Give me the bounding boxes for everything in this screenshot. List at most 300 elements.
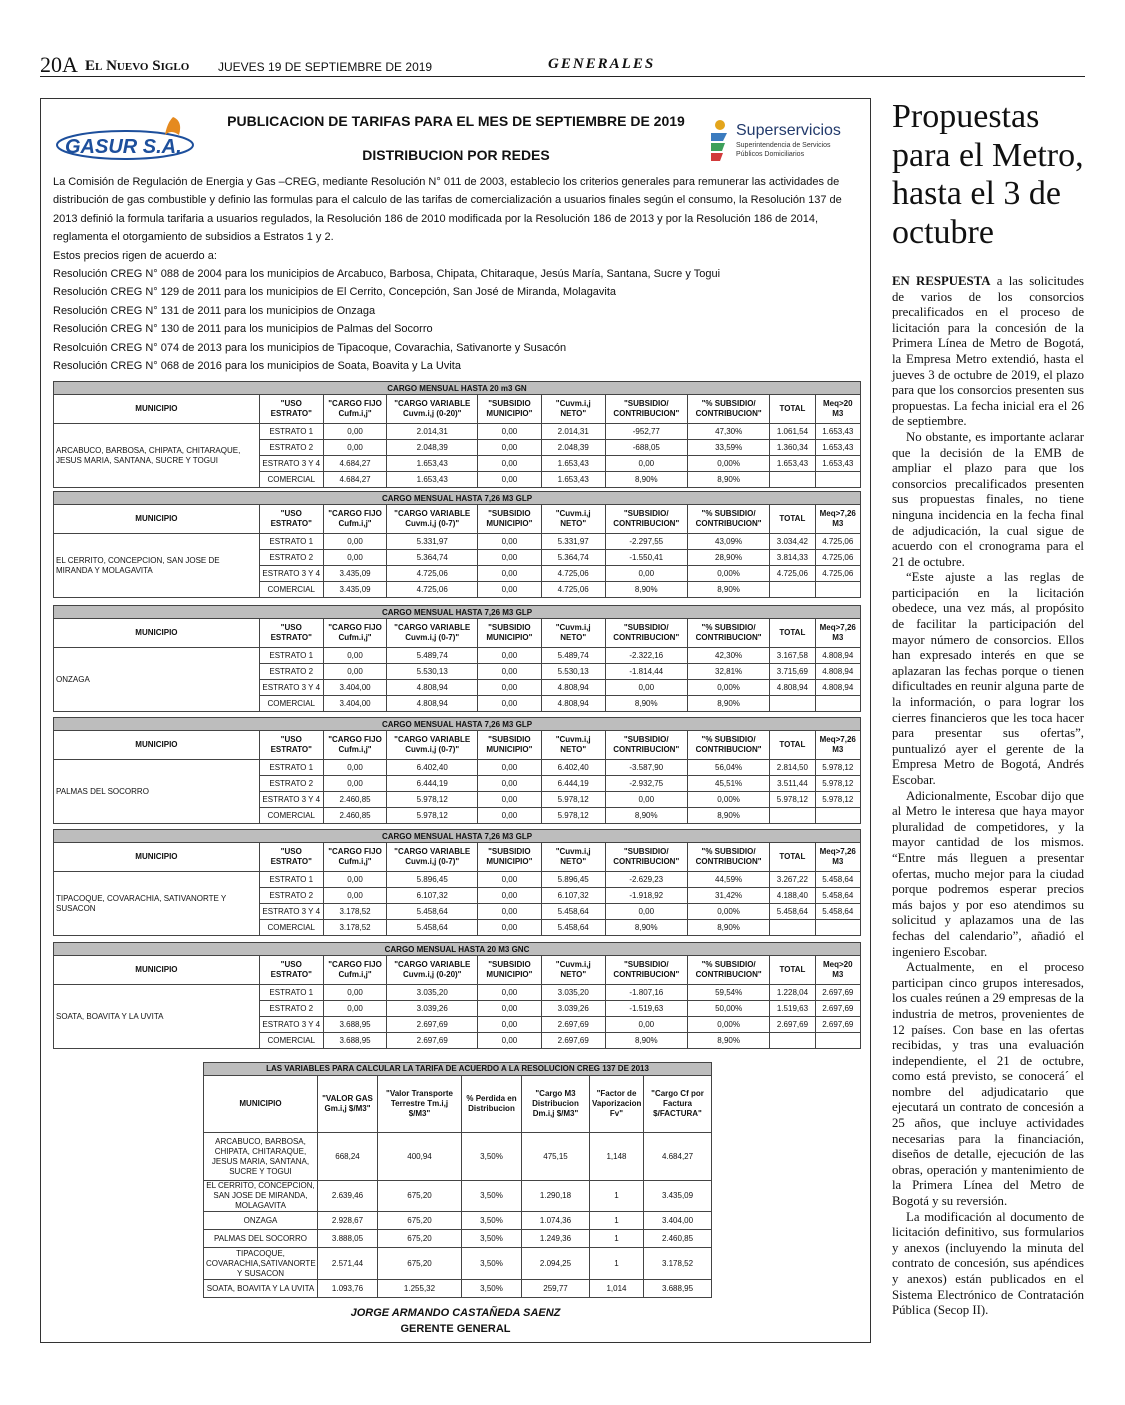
column-header: "CARGO VARIABLE Cuvm.i,j (0-20)"	[387, 956, 478, 985]
table-cell: 4.725,06	[770, 566, 815, 582]
table-cell: 0,00	[323, 985, 387, 1001]
table-cell: 2.697,69	[815, 1017, 860, 1033]
table-cell: 2.571,44	[318, 1248, 378, 1280]
column-header: "CARGO VARIABLE Cuvm.i,j (0-7)"	[387, 619, 478, 648]
table-cell: -1.807,16	[605, 985, 687, 1001]
table-cell: 3.688,95	[323, 1033, 387, 1049]
table-cell: 56,04%	[687, 760, 769, 776]
column-header: Meq>20 M3	[815, 956, 860, 985]
table-cell: -2.297,55	[605, 534, 687, 550]
municipio-cell: TIPACOQUE, COVARACHIA,SATIVANORTE Y SUSACON	[204, 1248, 318, 1280]
column-header: TOTAL	[770, 395, 815, 424]
table-cell: 0,00	[478, 985, 542, 1001]
table-cell: 259,77	[522, 1280, 590, 1298]
table-caption: CARGO MENSUAL HASTA 20 M3 GNC	[54, 943, 861, 956]
news-article	[892, 98, 1084, 1319]
article-paragraph: “Este ajuste a las reglas de participación en la licitación obedece, una vez más, al propósito de facilitar la participación del mayor número de consorcios. Ellos han expresado interés en que se aplazaran las fechas porque o tienen dificultades en reunir alguna parte de la información, o para lograr los cierres financieros que les toca hacer para presentar sus ofertas”, puntualizó ayer el gerente de la Empresa Metro de Bogotá, Andrés Escobar.	[892, 570, 1084, 787]
table-cell	[770, 920, 815, 936]
table-cell: 6.444,19	[387, 776, 478, 792]
table-cell: 0,00%	[687, 566, 769, 582]
table-cell: 668,24	[318, 1133, 378, 1181]
table-cell: 400,94	[378, 1133, 462, 1181]
table-cell: 3.404,00	[644, 1212, 712, 1230]
table-cell: 3.404,00	[323, 680, 387, 696]
table-cell: 5.978,12	[815, 760, 860, 776]
table-cell: 2.697,69	[815, 1001, 860, 1017]
table-cell: 3.888,05	[318, 1230, 378, 1248]
table-cell: 33,59%	[687, 440, 769, 456]
column-header: MUNICIPIO	[54, 505, 260, 534]
column-header: "% SUBSIDIO/ CONTRIBUCION"	[687, 505, 769, 534]
table-cell: 675,20	[378, 1230, 462, 1248]
table-cell: ESTRATO 3 Y 4	[259, 1017, 323, 1033]
column-header: "% SUBSIDIO/ CONTRIBUCION"	[687, 395, 769, 424]
table-cell: ESTRATO 2	[259, 664, 323, 680]
column-header: "SUBSIDIO MUNICIPIO"	[477, 505, 541, 534]
table-cell: -1.814,44	[605, 664, 687, 680]
table-cell: 0,00	[323, 1001, 387, 1017]
table-cell: 0,00	[323, 534, 387, 550]
table-cell: COMERCIAL	[259, 920, 323, 936]
table-cell: 1.249,36	[522, 1230, 590, 1248]
table-cell: 4.808,94	[541, 696, 605, 712]
table-cell: ESTRATO 1	[259, 534, 323, 550]
table-cell: 8,90%	[605, 582, 687, 598]
article-paragraph: No obstante, es importante aclarar que la decisión de la EMB de ampliar el plazo para que los consorcios precalificados presenten sus propuestas finales, no tiene ninguna incidencia en la fecha final de adjudicación, la cual sigue de acuerdo con el cronograma para el 21 de octubre.	[892, 429, 1084, 569]
table-cell: 4.725,06	[815, 566, 860, 582]
table-cell: 0,00	[478, 456, 542, 472]
table-cell: 5.530,13	[541, 664, 605, 680]
table-cell: 6.107,32	[387, 888, 478, 904]
table-cell: 1,148	[590, 1133, 644, 1181]
table-cell: 2.014,31	[541, 424, 605, 440]
table-cell: 0,00	[478, 424, 542, 440]
resolution-line: Resolcuión CREG N° 074 de 2013 para los municipios de Tipacoque, Covarachia, Sativanorte y Susacón	[53, 341, 567, 354]
column-header: "CARGO FIJO Cufm.i,j"	[323, 505, 387, 534]
municipio-cell: SOATA, BOAVITA Y LA UVITA	[204, 1280, 318, 1298]
resolution-line: Resolución CREG N° 130 de 2011 para los municipios de Palmas del Socorro	[53, 323, 433, 336]
table-cell: 0,00	[477, 808, 541, 824]
table-cell: 1.653,43	[541, 472, 605, 488]
table-caption: CARGO MENSUAL HASTA 7,26 M3 GLP	[54, 492, 861, 505]
table-cell: 8,90%	[605, 808, 687, 824]
column-header: "Cuvm.i,j NETO"	[541, 505, 605, 534]
table-cell: -2.629,23	[605, 872, 687, 888]
municipio-cell: SOATA, BOAVITA Y LA UVITA	[54, 985, 260, 1049]
table-cell	[815, 808, 860, 824]
column-header: "CARGO FIJO Cufm.i,j"	[323, 731, 387, 760]
table-caption: CARGO MENSUAL HASTA 7,26 M3 GLP	[54, 606, 861, 619]
column-header: "SUBSIDIO/ CONTRIBUCION"	[605, 843, 687, 872]
table-cell: 3.688,95	[323, 1017, 387, 1033]
table-cell: 3.039,26	[541, 1001, 605, 1017]
table-cell: 1.653,43	[387, 472, 478, 488]
column-header: Meq>7,26 M3	[815, 843, 860, 872]
column-header: TOTAL	[770, 956, 815, 985]
intro-block	[53, 173, 861, 375]
table-cell: 2.697,69	[387, 1017, 478, 1033]
table-cell: 2.697,69	[541, 1017, 605, 1033]
table-cell: 4.684,27	[323, 472, 387, 488]
table-cell: 5.530,13	[387, 664, 478, 680]
table-cell: 0,00	[477, 888, 541, 904]
tariff-table	[53, 717, 861, 824]
table-cell: 8,90%	[605, 472, 687, 488]
table-cell: 3.178,52	[644, 1248, 712, 1280]
column-header: "CARGO VARIABLE Cuvm.i,j (0-20)"	[387, 395, 478, 424]
page-number: 20A	[40, 52, 78, 77]
column-header: "CARGO VARIABLE Cuvm.i,j (0-7)"	[387, 731, 478, 760]
table-cell: 2.048,39	[387, 440, 478, 456]
column-header: Meq>7,26 M3	[815, 619, 860, 648]
table-cell: ESTRATO 3 Y 4	[259, 904, 323, 920]
table-cell: 5.489,74	[541, 648, 605, 664]
table-cell	[815, 1033, 860, 1049]
table-cell: 8,90%	[687, 920, 769, 936]
table-cell: 0,00	[323, 550, 387, 566]
table-cell	[770, 582, 815, 598]
table-cell: 1.255,32	[378, 1280, 462, 1298]
table-cell: 3.404,00	[323, 696, 387, 712]
table-cell: 1.074,36	[522, 1212, 590, 1230]
table-cell: 5.364,74	[541, 550, 605, 566]
table-cell: ESTRATO 3 Y 4	[259, 792, 323, 808]
table-cell: 4.684,27	[323, 456, 387, 472]
table-cell: COMERCIAL	[259, 808, 323, 824]
table-cell: -1.519,63	[605, 1001, 687, 1017]
column-header: "Factor de Vaporizacion Fv"	[590, 1076, 644, 1133]
table-cell: 1.653,43	[541, 456, 605, 472]
table-cell: 3,50%	[462, 1280, 522, 1298]
table-cell: 1.519,63	[770, 1001, 815, 1017]
table-cell: 0,00	[478, 1001, 542, 1017]
table-cell: 0,00%	[687, 456, 769, 472]
table-cell: 1	[590, 1212, 644, 1230]
table-cell: 1.290,18	[522, 1181, 590, 1212]
table-cell: 0,00	[477, 904, 541, 920]
tariff-advertisement	[40, 98, 871, 1343]
table-cell: 0,00	[323, 648, 387, 664]
table-cell: 1	[590, 1181, 644, 1212]
column-header: "USO ESTRATO"	[259, 843, 323, 872]
superservicios-logo	[706, 111, 866, 163]
table-cell: 0,00	[477, 582, 541, 598]
variables-table	[203, 1062, 712, 1298]
table-row	[204, 1248, 712, 1280]
table-cell: 0,00	[605, 456, 687, 472]
table-cell: 0,00	[477, 664, 541, 680]
column-header: % Perdida en Distribucion	[462, 1076, 522, 1133]
municipio-cell: PALMAS DEL SOCORRO	[54, 760, 260, 824]
superservicios-name: Superservicios	[736, 122, 841, 139]
table-cell: 3,50%	[462, 1248, 522, 1280]
table-cell: ESTRATO 2	[259, 1001, 323, 1017]
table-cell: 2.639,46	[318, 1181, 378, 1212]
table-cell: 4.725,06	[815, 550, 860, 566]
column-header: "Cuvm.i,j NETO"	[541, 395, 605, 424]
page-header	[40, 52, 1085, 77]
table-cell: ESTRATO 1	[259, 648, 323, 664]
article-lead: EN RESPUESTA	[892, 274, 991, 288]
column-header: "% SUBSIDIO/ CONTRIBUCION"	[687, 956, 769, 985]
table-cell: 3.178,52	[323, 904, 387, 920]
tariff-table	[53, 942, 861, 1049]
table-cell: 2.697,69	[387, 1033, 478, 1049]
table-cell: 5.978,12	[770, 792, 815, 808]
table-cell: 0,00	[477, 696, 541, 712]
table-cell: 0,00	[323, 872, 387, 888]
table-cell: 0,00	[323, 776, 387, 792]
table-cell: 0,00	[477, 550, 541, 566]
table-cell: 0,00	[605, 1017, 687, 1033]
table-cell: 2.094,25	[522, 1248, 590, 1280]
ad-subtitle: DISTRIBUCION POR REDES	[362, 147, 550, 163]
municipio-cell: ARCABUCO, BARBOSA, CHIPATA, CHITARAQUE, JESUS MARIA, SANTANA, SUCRE Y TOGUI	[54, 424, 260, 488]
table-cell: 4.808,94	[815, 680, 860, 696]
table-cell: 0,00	[477, 872, 541, 888]
table-cell: 8,90%	[687, 472, 769, 488]
table-cell: 4.808,94	[541, 680, 605, 696]
column-header: "SUBSIDIO/ CONTRIBUCION"	[605, 619, 687, 648]
column-header: "Valor Transporte Terrestre Tm.i,j $/M3"	[378, 1076, 462, 1133]
table-cell: 675,20	[378, 1181, 462, 1212]
table-cell: 1.653,43	[815, 456, 860, 472]
table-cell: 1	[590, 1248, 644, 1280]
table-cell: 4.725,06	[387, 582, 478, 598]
table-cell: 47,30%	[687, 424, 769, 440]
table-row	[54, 648, 861, 664]
table-cell: 3.267,22	[770, 872, 815, 888]
table-cell: 4.684,27	[644, 1133, 712, 1181]
column-header: "CARGO VARIABLE Cuvm.i,j (0-7)"	[387, 843, 478, 872]
table-caption: CARGO MENSUAL HASTA 7,26 M3 GLP	[54, 718, 861, 731]
table-cell: 5.896,45	[541, 872, 605, 888]
table-cell	[815, 696, 860, 712]
table-cell: 6.107,32	[541, 888, 605, 904]
column-header: "CARGO FIJO Cufm.i,j"	[323, 395, 387, 424]
column-header: "CARGO FIJO Cufm.i,j"	[323, 956, 387, 985]
table-cell: 2.460,85	[323, 792, 387, 808]
table-cell: 0,00	[605, 566, 687, 582]
table-cell: 0,00%	[687, 904, 769, 920]
variables-caption: LAS VARIABLES PARA CALCULAR LA TARIFA DE ACUERDO A LA RESOLUCION CREG 137 DE 2013	[204, 1063, 712, 1076]
table-cell: 5.458,64	[541, 920, 605, 936]
table-cell: 2.814,50	[770, 760, 815, 776]
column-header: MUNICIPIO	[54, 843, 260, 872]
table-cell: 3.715,69	[770, 664, 815, 680]
column-header: "SUBSIDIO/ CONTRIBUCION"	[605, 731, 687, 760]
table-cell: -688,05	[605, 440, 687, 456]
table-row	[204, 1280, 712, 1298]
article-paragraph: La modificación al documento de licitación definitivo, sus formularios y anexos (incluyendo la minuta del contrato de concesión, sus apéndices y anexos) están publicados en el Sistema Electrónico de Contratación Pública (Secop II).	[892, 1209, 1084, 1318]
table-cell: 0,00	[605, 680, 687, 696]
column-header: "SUBSIDIO MUNICIPIO"	[477, 843, 541, 872]
column-header: MUNICIPIO	[54, 956, 260, 985]
table-cell: 0,00	[323, 664, 387, 680]
table-cell: 0,00	[478, 472, 542, 488]
table-cell: 43,09%	[687, 534, 769, 550]
table-cell: ESTRATO 3 Y 4	[259, 456, 323, 472]
table-cell: 5.458,64	[815, 904, 860, 920]
column-header: "USO ESTRATO"	[259, 956, 323, 985]
table-cell: 4.725,06	[541, 566, 605, 582]
column-header: TOTAL	[770, 505, 815, 534]
table-cell: 2.460,85	[323, 808, 387, 824]
table-cell: 0,00%	[687, 1017, 769, 1033]
table-cell: 2.697,69	[541, 1033, 605, 1049]
table-cell: 2.697,69	[815, 985, 860, 1001]
table-cell: 0,00	[323, 888, 387, 904]
table-row	[204, 1212, 712, 1230]
table-cell: 3,50%	[462, 1212, 522, 1230]
table-cell: 5.458,64	[387, 920, 478, 936]
table-cell: 28,90%	[687, 550, 769, 566]
table-cell: 45,51%	[687, 776, 769, 792]
table-cell: 0,00	[478, 1033, 542, 1049]
table-row	[54, 760, 861, 776]
column-header: Meq>20 M3	[815, 395, 860, 424]
table-cell: 3.435,09	[644, 1181, 712, 1212]
table-cell: 0,00	[477, 792, 541, 808]
table-cell: 0,00%	[687, 792, 769, 808]
signature-title: GERENTE GENERAL	[400, 1323, 511, 1335]
superservicios-sub1: Superintendencia de Servicios	[736, 142, 831, 149]
table-cell: 3,50%	[462, 1133, 522, 1181]
table-cell: 4.808,94	[815, 648, 860, 664]
table-cell: 5.978,12	[387, 808, 478, 824]
table-cell: 475,15	[522, 1133, 590, 1181]
table-cell: 1	[590, 1230, 644, 1248]
table-cell: 3,50%	[462, 1181, 522, 1212]
table-cell: 0,00	[605, 792, 687, 808]
column-header: MUNICIPIO	[54, 619, 260, 648]
table-cell	[815, 582, 860, 598]
table-cell: ESTRATO 2	[259, 550, 323, 566]
table-cell	[770, 472, 815, 488]
table-cell: 0,00%	[687, 680, 769, 696]
column-header: MUNICIPIO	[54, 395, 260, 424]
municipio-cell: PALMAS DEL SOCORRO	[204, 1230, 318, 1248]
table-cell: 4.808,94	[387, 696, 478, 712]
table-cell: 6.402,40	[387, 760, 478, 776]
column-header: "SUBSIDIO MUNICIPIO"	[478, 395, 542, 424]
column-header: "Cuvm.i,j NETO"	[541, 843, 605, 872]
column-header: "SUBSIDIO MUNICIPIO"	[477, 731, 541, 760]
column-header: TOTAL	[770, 731, 815, 760]
column-header: "USO ESTRATO"	[259, 619, 323, 648]
table-cell: 0,00	[477, 760, 541, 776]
section-title: GENERALES	[548, 56, 656, 72]
column-header: MUNICIPIO	[204, 1076, 318, 1133]
table-cell: 4.725,06	[815, 534, 860, 550]
table-cell: 4.808,94	[387, 680, 478, 696]
table-cell	[815, 472, 860, 488]
table-cell: COMERCIAL	[259, 1033, 323, 1049]
table-cell: 3.035,20	[387, 985, 478, 1001]
table-cell: 1,014	[590, 1280, 644, 1298]
table-cell: 5.331,97	[541, 534, 605, 550]
table-cell: 2.928,67	[318, 1212, 378, 1230]
column-header: "Cuvm.i,j NETO"	[541, 956, 605, 985]
table-cell: ESTRATO 1	[259, 760, 323, 776]
table-cell: ESTRATO 2	[259, 888, 323, 904]
table-cell: 5.489,74	[387, 648, 478, 664]
table-cell: 5.458,64	[815, 872, 860, 888]
table-cell: 3.035,20	[541, 985, 605, 1001]
table-cell: COMERCIAL	[259, 472, 323, 488]
table-cell: ESTRATO 1	[259, 872, 323, 888]
table-cell: 8,90%	[605, 696, 687, 712]
table-cell: 8,90%	[687, 696, 769, 712]
table-cell: 1.653,43	[815, 440, 860, 456]
column-header: "VALOR GAS Gm.i,j $/M3"	[318, 1076, 378, 1133]
table-cell: 59,54%	[687, 985, 769, 1001]
table-cell: 3.178,52	[323, 920, 387, 936]
table-cell: 675,20	[378, 1212, 462, 1230]
table-cell: 0,00	[477, 920, 541, 936]
article-headline: Propuestas para el Metro, hasta el 3 de octubre	[892, 98, 1084, 251]
table-cell: 5.331,97	[387, 534, 478, 550]
resolution-line: Resolución CREG N° 129 de 2011 para los municipios de El Cerrito, Concepción, San José de Miranda, Molagavita	[53, 286, 617, 299]
table-cell: 50,00%	[687, 1001, 769, 1017]
table-cell: 5.458,64	[541, 904, 605, 920]
table-cell: 0,00	[477, 566, 541, 582]
tariff-table	[53, 381, 861, 488]
table-caption: CARGO MENSUAL HASTA 20 m3 GN	[54, 382, 861, 395]
table-cell: ESTRATO 3 Y 4	[259, 680, 323, 696]
table-row	[54, 534, 861, 550]
table-cell	[815, 920, 860, 936]
gasur-logo-text: GASUR S.A.	[65, 136, 182, 158]
table-row	[54, 872, 861, 888]
table-cell: 1.093,76	[318, 1280, 378, 1298]
resolution-line: Resolución CREG N° 131 de 2011 para los municipios de Onzaga	[53, 304, 376, 317]
column-header: "Cuvm.i,j NETO"	[541, 619, 605, 648]
column-header: "SUBSIDIO/ CONTRIBUCION"	[605, 956, 687, 985]
table-cell: 5.978,12	[387, 792, 478, 808]
table-cell: 5.896,45	[387, 872, 478, 888]
table-cell: -1.550,41	[605, 550, 687, 566]
column-header: "USO ESTRATO"	[259, 395, 323, 424]
table-cell: 0,00	[477, 534, 541, 550]
newspaper-name: El Nuevo Siglo	[85, 58, 190, 74]
table-cell: 3.034,42	[770, 534, 815, 550]
table-cell: 1.360,34	[770, 440, 815, 456]
table-cell: 8,90%	[687, 582, 769, 598]
column-header: "SUBSIDIO MUNICIPIO"	[477, 619, 541, 648]
table-cell: 3.511,44	[770, 776, 815, 792]
table-cell: 5.458,64	[815, 888, 860, 904]
table-cell: ESTRATO 1	[259, 424, 323, 440]
column-header: Meq>7,26 M3	[815, 731, 860, 760]
table-cell: 1.228,04	[770, 985, 815, 1001]
table-cell: -2.932,75	[605, 776, 687, 792]
column-header: TOTAL	[770, 843, 815, 872]
article-paragraph: Adicionalmente, Escobar dijo que al Metro le interesa que haya mayor pluralidad de competidores, y la mayor cantidad de los mismos. “Entre más lleguen a presentar ofertas, mucho mejor para la ciudad porque podremos esperar precios más bajos y por eso atendimos su solicitud y aplazamos una de las fechas del calendario”, añadió el ingeniero Escobar.	[892, 788, 1084, 959]
table-cell: 3.435,09	[323, 582, 387, 598]
municipio-cell: ONZAGA	[204, 1212, 318, 1230]
table-cell: 5.978,12	[815, 776, 860, 792]
column-header: "CARGO FIJO Cufm.i,j"	[323, 619, 387, 648]
table-cell: 31,42%	[687, 888, 769, 904]
table-row	[204, 1230, 712, 1248]
table-cell: 32,81%	[687, 664, 769, 680]
table-cell	[770, 1033, 815, 1049]
table-cell: 2.014,31	[387, 424, 478, 440]
issue-date: JUEVES 19 DE SEPTIEMBRE DE 2019	[218, 60, 433, 74]
table-cell: 2.048,39	[541, 440, 605, 456]
table-cell: ESTRATO 2	[259, 440, 323, 456]
